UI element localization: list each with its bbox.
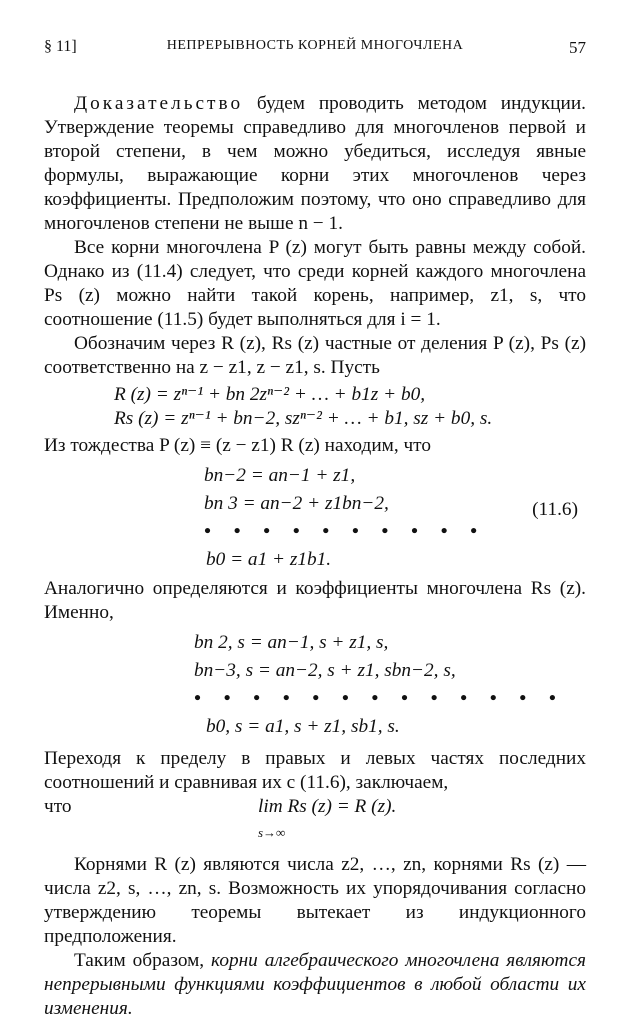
equation-b3: b0 = a1 + z1b1. <box>206 549 332 570</box>
running-header <box>44 38 586 58</box>
equation-number: (11.6) <box>532 499 578 520</box>
limit-lead-word: что <box>44 796 72 817</box>
equations-r <box>44 383 586 431</box>
paragraph-limit: Переходя к пределу в правых и левых чaстях последних соотношений и сравнивая их с (11.6), заключаем, <box>44 748 586 793</box>
equation-b2: bn 3 = an−2 + z1bn−2, <box>204 493 389 514</box>
equations-b <box>44 462 586 574</box>
equation-c2: bn−3, s = an−2, s + z1, sbn−2, s, <box>194 660 456 681</box>
paragraph-analog: Аналогично определяются и коэффициенты многочлена Rs (z). Именно, <box>44 578 586 623</box>
page-title: НЕПРЕРЫВНОСТЬ КОРНЕЙ МНОГОЧЛЕНА <box>166 38 464 53</box>
page-number: 57 <box>569 38 586 57</box>
paragraph-proof <box>44 92 586 236</box>
conclusion-lead: Таким образом, <box>74 950 212 971</box>
equation-dots: • • • • • • • • • • • • • <box>194 688 565 709</box>
section-mark: § 11] <box>44 38 77 55</box>
page-body <box>44 92 586 1021</box>
paragraph-identity: Из тождества P (z) ≡ (z − z1) R (z) находим, что <box>44 435 431 456</box>
equations-c <box>44 629 586 741</box>
equation-c3: b0, s = a1, s + z1, sb1, s. <box>206 716 400 737</box>
limit-line <box>44 795 586 847</box>
limit-equation: lim Rs (z) = R (z). <box>258 796 397 817</box>
equation-rs: Rs (z) = zⁿ⁻¹ + bn−2, szⁿ⁻² + … + b1, sz + b0, s. <box>114 408 493 429</box>
equation-c1: bn 2, s = an−1, s + z1, s, <box>194 632 389 653</box>
equation-b1: bn−2 = an−1 + z1, <box>204 465 356 486</box>
paragraph-roots-order: Корнями R (z) являются числа z2, …, zn, корнями Rs (z) — числа z2, s, …, zn, s. Возможность их упорядочивания согласно утверждению теоремы вытекает из индукционного предположения. <box>44 854 586 947</box>
paragraph-roots: Все корни многочлена P (z) могут быть равны между собой. Однако из (11.4) следует, что среди корней каждого многочлена Ps (z) можно найти такой корень, например, z1, s, что соотношение (11.5) будет выполняться для i = 1. <box>44 237 586 330</box>
limit-subscript: s→∞ <box>258 825 286 840</box>
equation-r: R (z) = zⁿ⁻¹ + bn 2zⁿ⁻² + … + b1z + b0, <box>114 384 426 405</box>
proof-text: будем проводить методом индукции. Утверждение теоремы справедливо для многочленов первой и второй степени, в чем можно убедиться, исследуя явные формулы, выражающие корни этих многочленов через коэффициенты. Предположим поэтому, что оно справедливо для многочленов степени не выше n − 1. <box>44 93 586 234</box>
paragraph-quotients: Обозначим через R (z), Rs (z) частные от деления P (z), Ps (z) соответственно на z − z1, z − z1, s. Пусть <box>44 333 586 378</box>
equation-dots: • • • • • • • • • • <box>204 521 486 542</box>
conclusion-italic: корни алгебраического многочлена являются непрерывными функциями коэффициентов в любой области их изменения. <box>44 950 586 1019</box>
proof-word: Доказательство <box>74 93 244 114</box>
paragraph-conclusion <box>44 949 586 1021</box>
